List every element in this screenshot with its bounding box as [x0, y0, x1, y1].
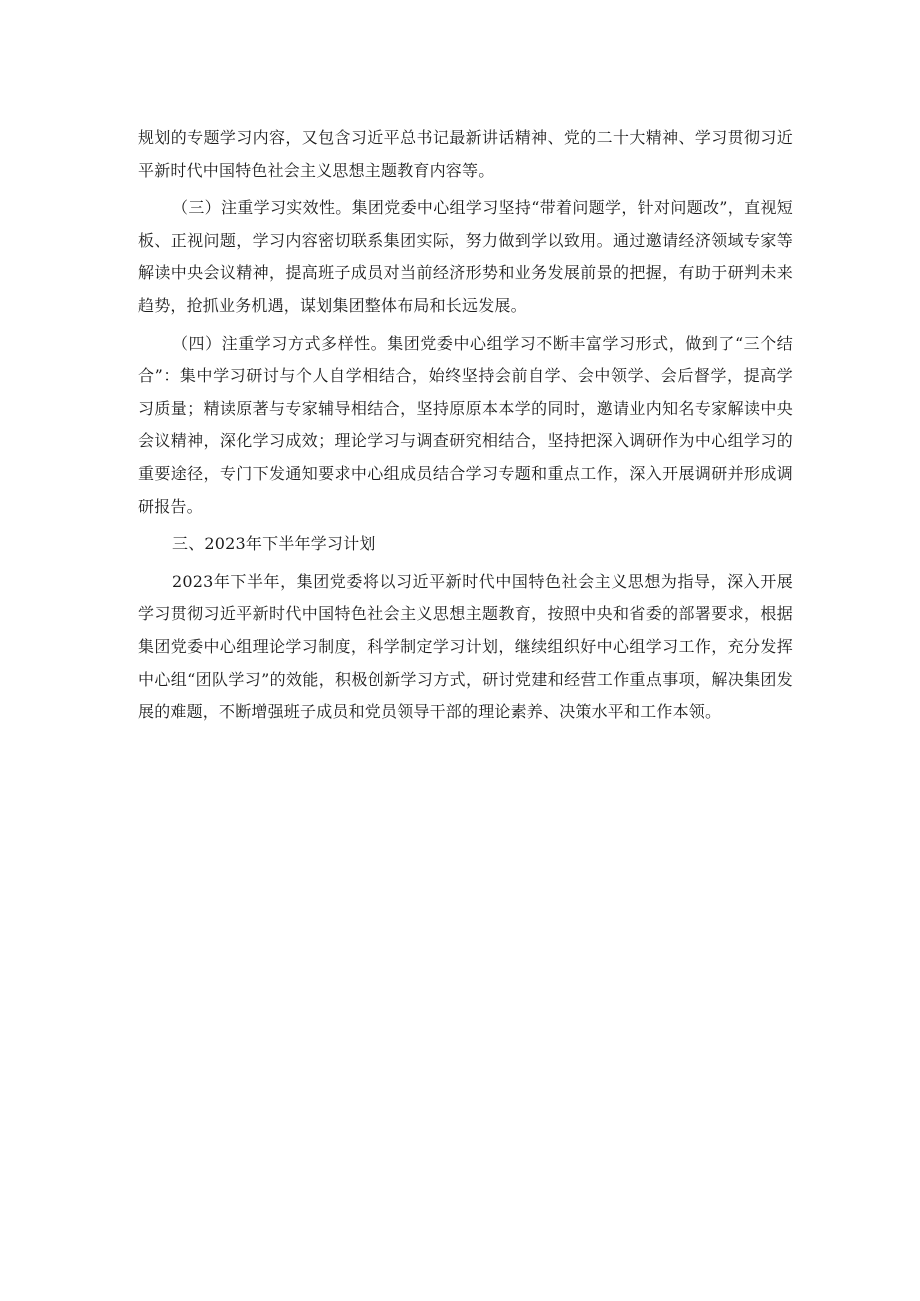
- paragraph-effectiveness: （三）注重学习实效性。集团党委中心组学习坚持“带着问题学，针对问题改”，直视短板、正视问题，学习内容密切联系集团实际，努力做到学以致用。通过邀请经济领域专家等解读中央会议精神，提高班子成员对当前经济形势和业务发展前景的把握，有助于研判未来趋势，抢抓业务机遇，谋划集团整体布局和长远发展。: [138, 198, 793, 315]
- paragraph-continuation: 规划的专题学习内容，又包含习近平总书记最新讲话精神、党的二十大精神、学习贯彻习近平新时代中国特色社会主义思想主题教育内容等。: [138, 128, 793, 180]
- section-heading: 三、2023年下半年学习计划: [172, 534, 376, 554]
- paragraph-diversity: （四）注重学习方式多样性。集团党委中心组学习不断丰富学习形式，做到了“三个结合”：集中学习研讨与个人自学相结合，始终坚持会前自学、会中领学、会后督学，提高学习质量；精读原著与专家辅导相结合，坚持原原本本学的同时，邀请业内知名专家解读中央会议精神，深化学习成效；理论学习与调查研究相结合，坚持把深入调研作为中心组学习的重要途径，专门下发通知要求中心组成员结合学习专题和重点工作，深入开展调研并形成调研报告。: [138, 333, 793, 516]
- document-body: [138, 122, 793, 729]
- paragraph-plan: 2023年下半年，集团党委将以习近平新时代中国特色社会主义思想为指导，深入开展学习贯彻习近平新时代中国特色社会主义思想主题教育，按照中央和省委的部署要求，根据集团党委中心组理论学习制度，科学制定学习计划，继续组织好中心组学习工作，充分发挥中心组“团队学习”的效能，积极创新学习方式，研讨党建和经营工作重点事项，解决集团发展的难题，不断增强班子成员和党员领导干部的理论素养、决策水平和工作本领。: [138, 571, 793, 722]
